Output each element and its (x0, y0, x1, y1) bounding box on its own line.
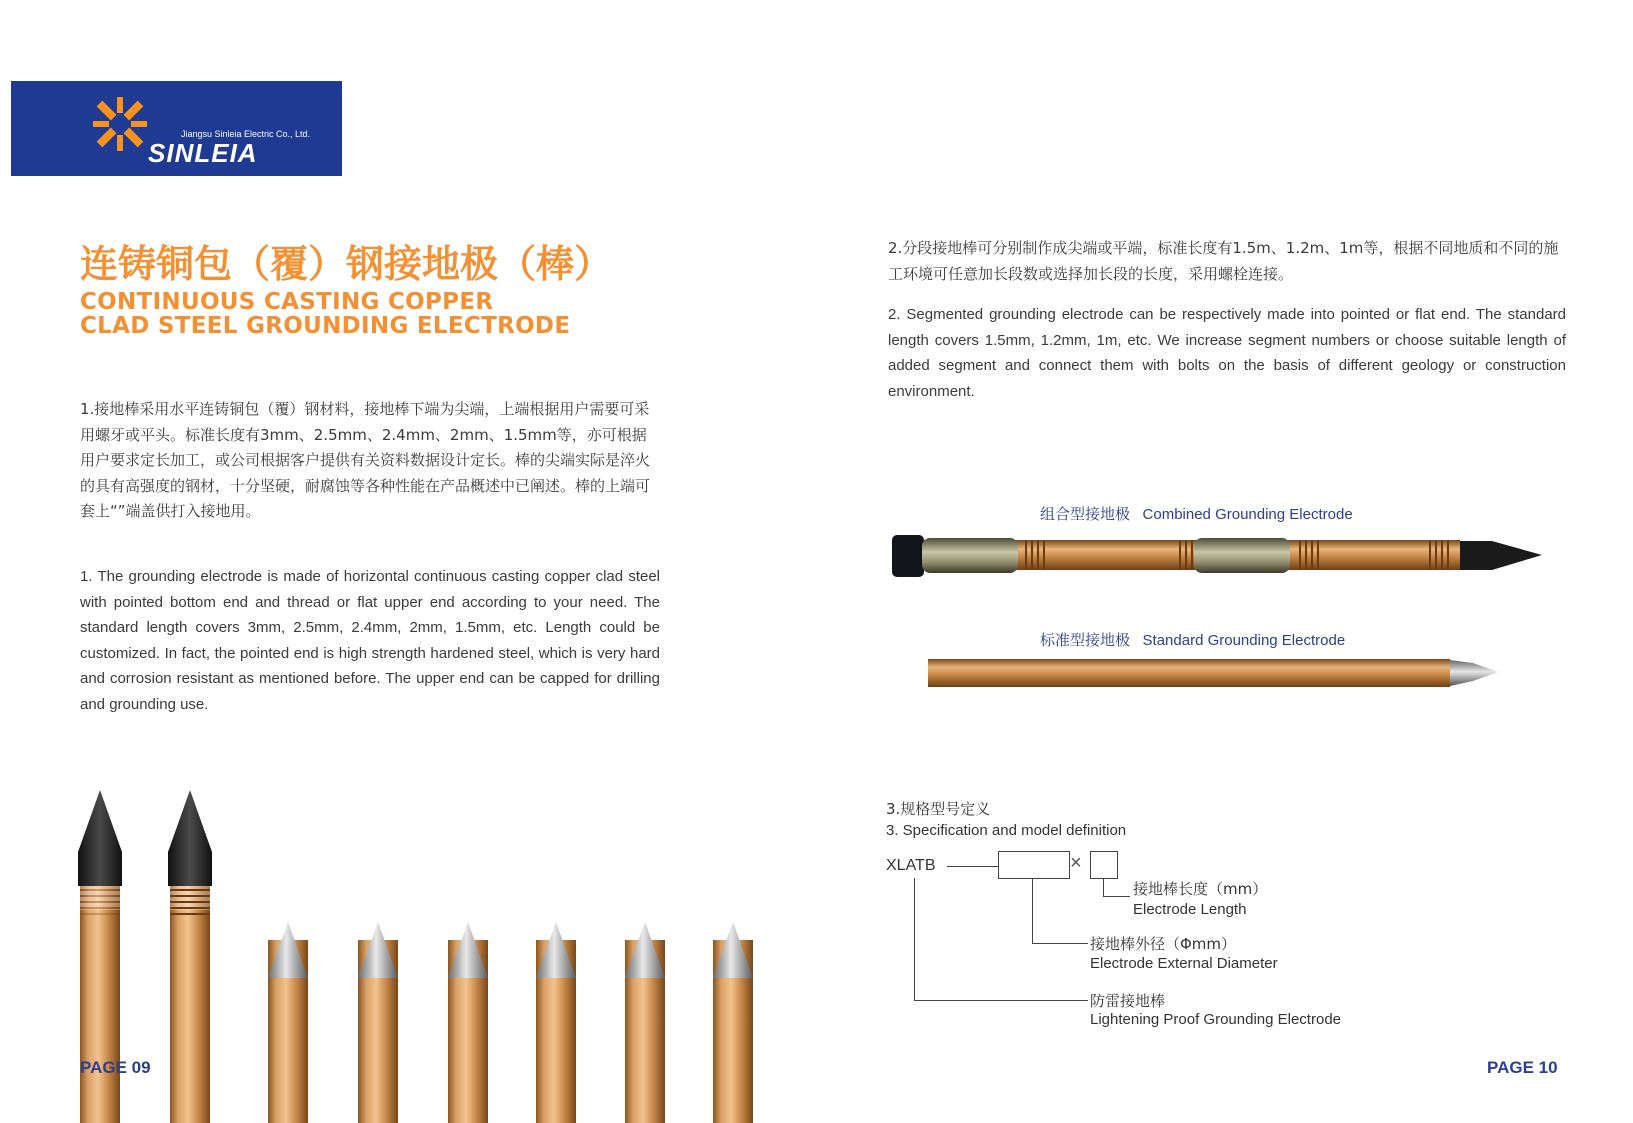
combined-electrode-label-cn: 组合型接地极 (1040, 505, 1131, 523)
length-label-en: Electrode Length (1133, 901, 1247, 918)
diameter-label-cn: 接地棒外径（Φmm） (1090, 935, 1237, 953)
page-title-cn: 连铸铜包（覆）钢接地极（棒） (80, 242, 613, 286)
model-code: XLATB (886, 857, 936, 874)
combined-electrode-image (892, 530, 1552, 582)
times-sign: × (1070, 852, 1082, 874)
electrode-tips-image (70, 790, 770, 1123)
section1-text-cn: 1.接地棒采用水平连铸铜包（覆）钢材料，接地棒下端为尖端，上端根据用户需要可采用螺牙或平头。标准长度有3mm、2.5mm、2.4mm、2mm、1.5mm等，亦可根据用户要求定长加工，或公司根据客户提供有关资料数据设计定长。棒的尖端实际是淬火的具有高强度的钢材，十分坚硬，耐腐蚀等各种性能在产品概述中已阐述。棒的上端可套上“”端盖供打入接地用。 (80, 400, 651, 520)
length-label-cn: 接地棒长度（mm） (1133, 880, 1268, 898)
model-code-connector (947, 866, 998, 867)
standard-electrode-label-cn: 标准型接地极 (1040, 631, 1131, 649)
standard-electrode-image (928, 655, 1508, 691)
section1-text-en: 1. The grounding electrode is made of horizontal continuous casting copper clad steel with pointed bottom end and thread or flat upper end according to your need. The standard length covers 3mm, 2.5mm, 2.4mm, 2mm, 1.5mm, etc. Length could be customized. In fact, the pointed end is high strength hardened steel, which is very hard and corrosion resistant as mentioned before. The upper end can be capped for drilling and grounding use. (80, 568, 660, 713)
type-leader-v (914, 878, 915, 1000)
logo-company-name: Jiangsu Sinleia Electric Co., Ltd. (181, 129, 311, 139)
standard-electrode-label (1040, 629, 1345, 650)
standard-electrode-label-en: Standard Grounding Electrode (1142, 632, 1346, 649)
company-logo (11, 81, 342, 176)
diameter-leader-h (1032, 943, 1088, 944)
diameter-box (998, 851, 1070, 879)
diameter-label-en: Electrode External Diameter (1090, 955, 1278, 972)
diameter-leader-v (1032, 878, 1033, 943)
combined-electrode-label-en: Combined Grounding Electrode (1142, 506, 1353, 523)
logo-brand-name: SINLEIA (148, 138, 258, 168)
section2-text-en: 2. Segmented grounding electrode can be respectively made into pointed or flat end. The standard length covers 1.5mm, 1.2mm, 1m, etc. We increase segment numbers or choose suitable length of added segment and connect them with bolts on the basis of different geology or construction environment. (888, 306, 1566, 400)
page-title-en-line1: CONTINUOUS CASTING COPPER (80, 289, 494, 315)
length-leader-v (1103, 878, 1104, 896)
type-leader-h (914, 1000, 1088, 1001)
spec-title-cn: 3.规格型号定义 (886, 800, 991, 818)
type-label-en: Lightening Proof Grounding Electrode (1090, 1011, 1342, 1028)
section2-text-cn: 2.分段接地棒可分别制作成尖端或平端，标准长度有1.5m、1.2m、1m等，根据不同地质和不同的施工环境可任意加长段数或选择加长段的长度，采用螺栓连接。 (888, 239, 1559, 283)
type-label-cn: 防雷接地棒 (1090, 992, 1166, 1010)
spec-title-en: 3. Specification and model definition (886, 822, 1127, 839)
page-number-left: PAGE 09 (80, 1058, 151, 1077)
sinleia-logo-icon (89, 93, 151, 155)
length-box (1090, 851, 1118, 879)
combined-electrode-label (1040, 503, 1353, 524)
length-leader-h (1103, 896, 1130, 897)
page-number-right: PAGE 10 (1487, 1058, 1558, 1077)
page-title-en-line2: CLAD STEEL GROUNDING ELECTRODE (80, 313, 571, 339)
